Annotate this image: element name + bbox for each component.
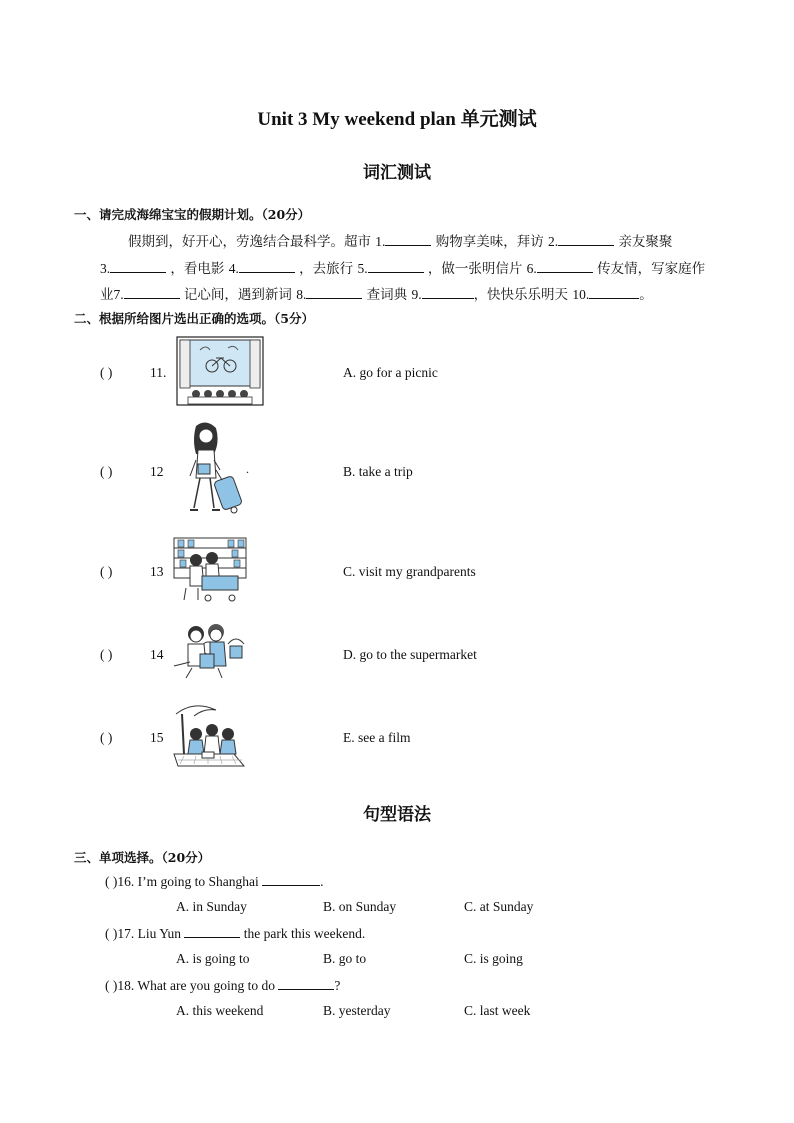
answer-paren-14[interactable]: ( ) (100, 647, 113, 662)
q17-option-b[interactable]: B. go to (323, 951, 367, 966)
part1-text: 假期到，好开心，劳逸结合最科学。超市 (128, 234, 371, 250)
blank-10[interactable]: 10. (572, 287, 639, 302)
supermarket-picture (172, 536, 248, 604)
answer-paren-13[interactable]: ( ) (100, 564, 113, 579)
part1-text: 。 (639, 287, 653, 303)
picnic-picture (172, 700, 246, 768)
page-title: Unit 3 My weekend plan 单元测试 (257, 109, 537, 130)
answer-paren-16[interactable]: ( ) (105, 874, 118, 889)
part1-text: ，看电影 (170, 261, 225, 277)
part1-line2 (100, 257, 705, 277)
blank-2[interactable]: 2. (548, 234, 614, 249)
question-18: ( )18. What are you going to do ? (105, 978, 341, 993)
q16-option-a[interactable]: A. in Sunday (176, 899, 247, 914)
answer-paren-15[interactable]: ( ) (100, 730, 113, 745)
cinema-picture (176, 336, 264, 406)
part1-text: 记心间，遇到新词 (183, 287, 292, 303)
answer-paren-12[interactable]: ( ) (100, 464, 113, 479)
option-d: D. go to the supermarket (343, 647, 477, 662)
q18-option-a[interactable]: A. this weekend (176, 1003, 264, 1018)
item-number: 12 (150, 464, 164, 479)
option-c: C. visit my grandparents (343, 564, 476, 579)
part3-heading: 三、单项选择。（20分） (74, 850, 211, 865)
part1-heading: 一、请完成海绵宝宝的假期计划。（20分） (74, 207, 311, 222)
q16-option-b[interactable]: B. on Sunday (323, 899, 397, 914)
section-title-grammar: 句型语法 (363, 805, 431, 825)
part1-text: 业 (100, 287, 114, 303)
q17-option-c[interactable]: C. is going (464, 951, 523, 966)
blank-1[interactable]: 1. (375, 234, 431, 249)
item-number: 11. (150, 365, 167, 380)
section-title-vocab: 词汇测试 (363, 163, 431, 183)
part1-text: ，快快乐乐明天 (473, 287, 569, 303)
part1-text: 传友情，写家庭作 (597, 261, 706, 277)
blank-5[interactable]: 5. (357, 261, 423, 276)
blank-3[interactable]: 3. (100, 261, 166, 276)
option-a: A. go for a picnic (343, 365, 438, 380)
question-16: ( )16. I’m going to Shanghai . (105, 874, 324, 889)
travel-picture (172, 420, 244, 516)
answer-paren-18[interactable]: ( ) (105, 978, 118, 993)
stray-dot: . (246, 462, 249, 476)
question-17: ( )17. Liu Yun the park this weekend. (105, 926, 366, 941)
part1-text: ，去旅行 (299, 261, 354, 277)
answer-paren-17[interactable]: ( ) (105, 926, 118, 941)
item-number: 14 (150, 647, 164, 662)
option-b: B. take a trip (343, 464, 413, 479)
item-number: 15 (150, 730, 164, 745)
visit-family-picture (172, 622, 246, 680)
part2-heading: 二、根据所给图片选出正确的选项。（5分） (74, 311, 314, 326)
part1-text: 查词典 (366, 287, 408, 303)
blank-9[interactable]: 9. (411, 287, 473, 302)
blank-4[interactable]: 4. (229, 261, 295, 276)
q16-option-c[interactable]: C. at Sunday (464, 899, 534, 914)
part1-text: 购物享美味，拜访 (435, 234, 544, 250)
answer-paren-11[interactable]: ( ) (100, 365, 113, 380)
blank-8[interactable]: 8. (296, 287, 362, 302)
part1-line1 (128, 230, 672, 250)
part1-text: 亲友聚聚 (618, 234, 673, 250)
item-number: 13 (150, 564, 164, 579)
option-e: E. see a film (343, 730, 411, 745)
part1-line3 (100, 283, 653, 303)
part1-text: ，做一张明信片 (427, 261, 523, 277)
blank-6[interactable]: 6. (527, 261, 593, 276)
q18-option-c[interactable]: C. last week (464, 1003, 531, 1018)
q17-option-a[interactable]: A. is going to (176, 951, 250, 966)
q18-option-b[interactable]: B. yesterday (323, 1003, 391, 1018)
blank-7[interactable]: 7. (114, 287, 180, 302)
